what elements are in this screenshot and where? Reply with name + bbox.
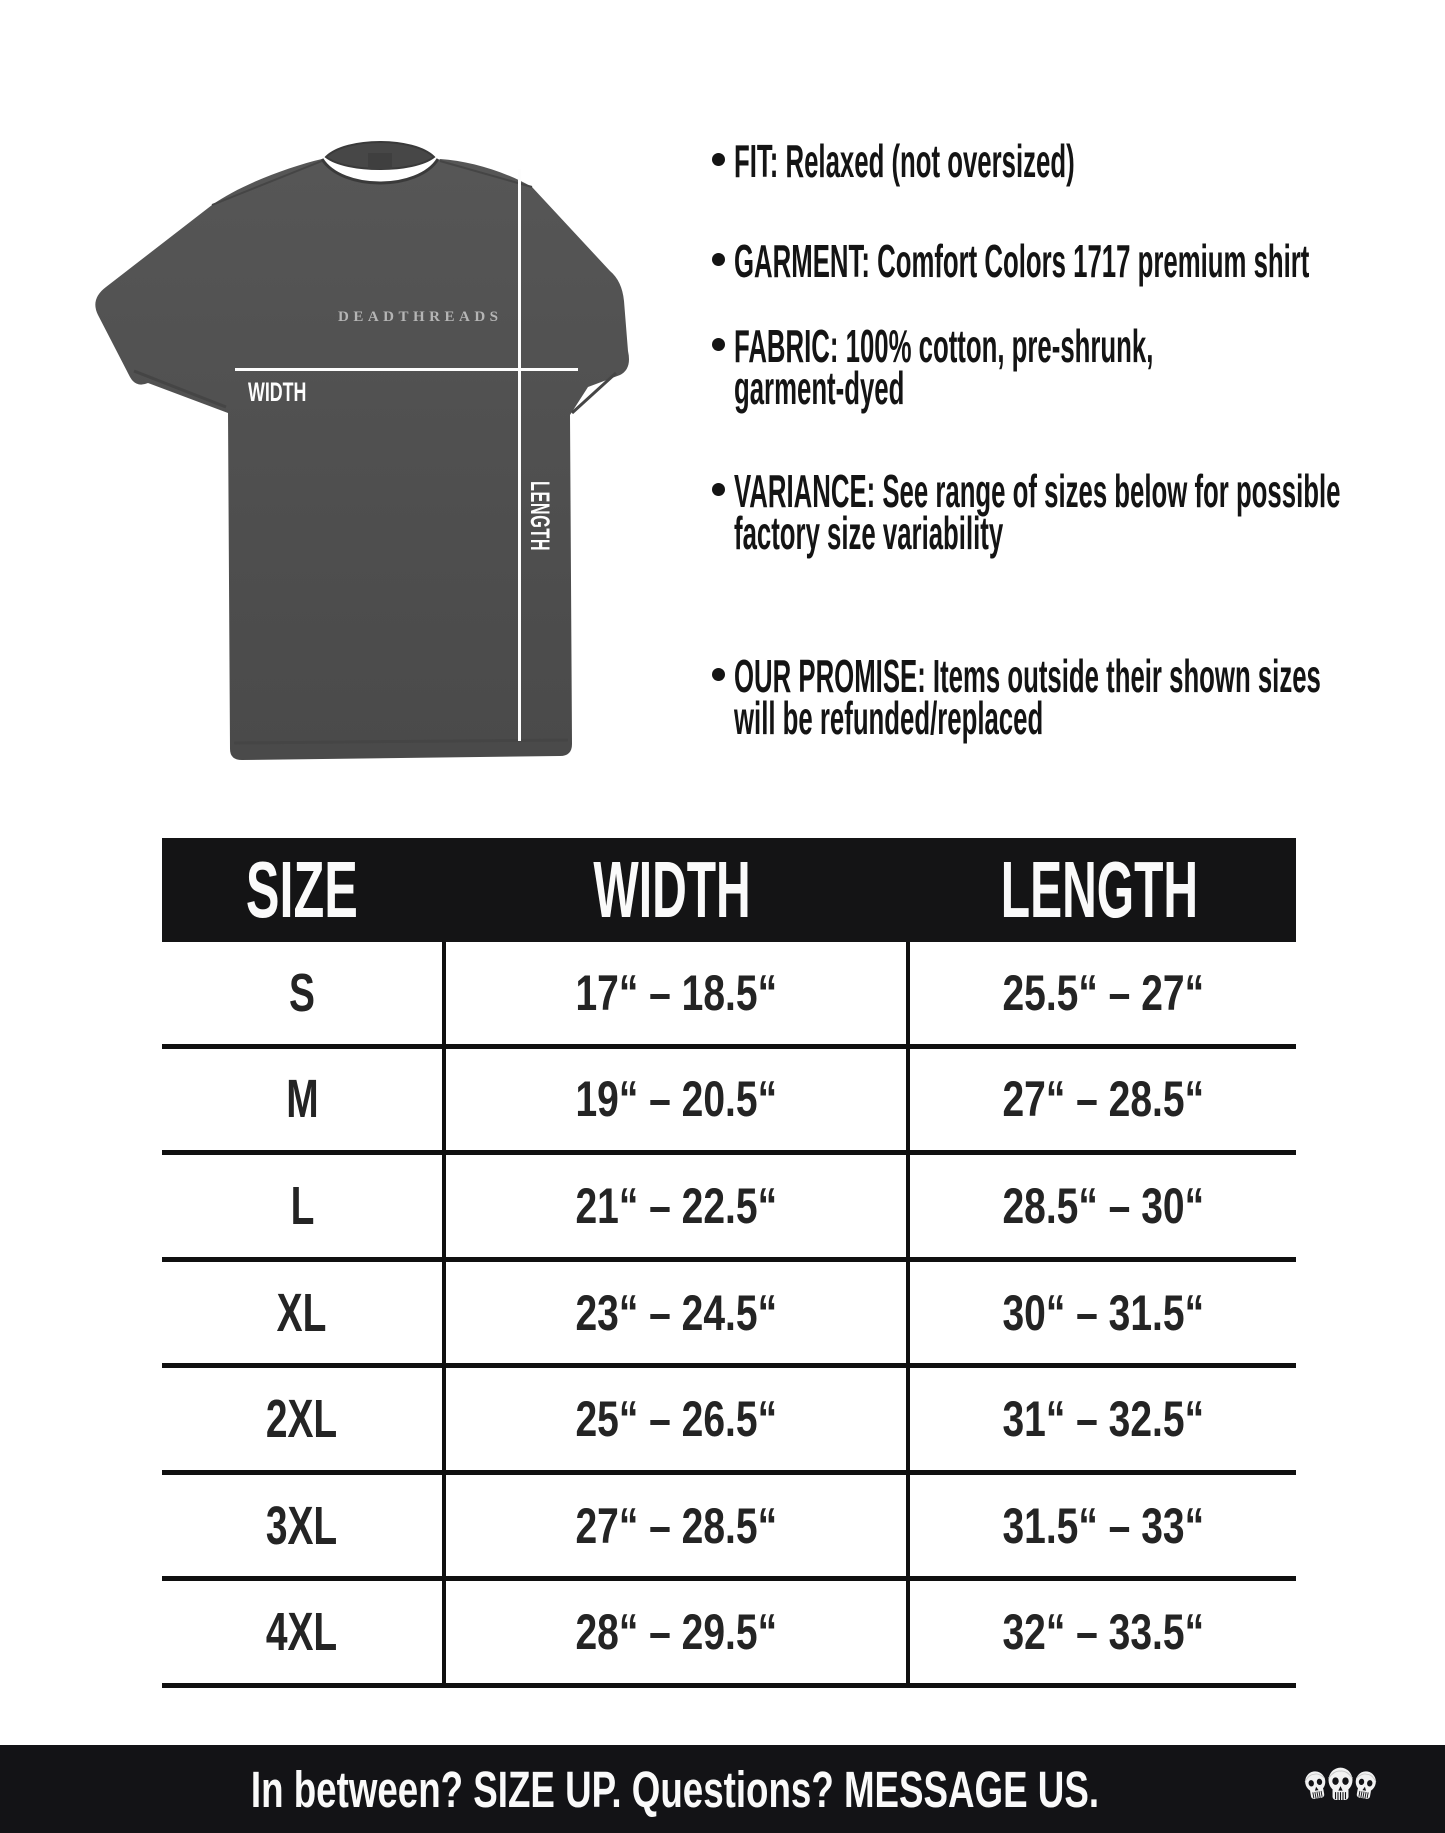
cell-value: 27“ – 28.5“: [575, 1497, 777, 1554]
size-table-body: [162, 942, 1296, 1688]
cell-value: 3XL: [266, 1495, 338, 1556]
cell-width: [442, 1262, 910, 1364]
bullet-dot-icon: [712, 153, 725, 166]
cell-value: 2XL: [266, 1389, 338, 1450]
size-table: [162, 838, 1296, 1688]
cell-value: 17“ – 18.5“: [575, 964, 777, 1021]
cell-value: 19“ – 20.5“: [575, 1071, 777, 1128]
cell-value: 4XL: [266, 1602, 338, 1663]
cell-value: 28.5“ – 30“: [1002, 1177, 1204, 1234]
bullet-item: [712, 650, 1445, 744]
neck-tag: [368, 153, 392, 169]
bullet-dot-icon: [712, 338, 725, 351]
cell-value: 32“ – 33.5“: [1002, 1604, 1204, 1661]
footer-message: In between? SIZE UP. Questions? MESSAGE US.: [250, 1760, 1100, 1818]
cell-length: [910, 1262, 1296, 1364]
cell-size: [162, 1155, 442, 1257]
bullet-item: [712, 320, 1445, 414]
tshirt-body: [95, 159, 629, 760]
tshirt-illustration: [80, 125, 640, 765]
width-measure-label: WIDTH: [248, 377, 307, 407]
bullet-item: [712, 135, 1342, 187]
header-cell-size: [162, 838, 442, 942]
cell-length: [910, 1049, 1296, 1151]
header-label: LENGTH: [1000, 845, 1198, 934]
table-row: [162, 1368, 1296, 1475]
bullet-item: [712, 465, 1445, 559]
table-row: [162, 1581, 1296, 1688]
cell-value: 25“ – 26.5“: [575, 1391, 777, 1448]
size-table-header: [162, 838, 1296, 942]
bullet-text: FABRIC: 100% cotton, pre-shrunk, garment-dyed: [734, 320, 1154, 414]
cell-size: [162, 1368, 442, 1470]
cell-length: [910, 1475, 1296, 1577]
product-details-list: [712, 0, 1392, 760]
bullet-item: [712, 235, 1445, 287]
width-measure-line: [235, 368, 578, 371]
cell-size: [162, 1049, 442, 1151]
cell-value: S: [289, 962, 315, 1023]
bullet-dot-icon: [712, 483, 725, 496]
cell-value: 31.5“ – 33“: [1002, 1497, 1204, 1554]
cell-value: 31“ – 32.5“: [1002, 1391, 1204, 1448]
three-skulls-icon: [1293, 1753, 1388, 1819]
cell-size: [162, 942, 442, 1044]
bullet-text: VARIANCE: See range of sizes below for possible factory size variability: [734, 465, 1341, 559]
bullet-text: FIT: Relaxed (not oversized): [734, 135, 1075, 187]
cell-width: [442, 1155, 910, 1257]
cell-width: [442, 942, 910, 1044]
cell-width: [442, 1475, 910, 1577]
cell-size: [162, 1475, 442, 1577]
cell-value: 30“ – 31.5“: [1002, 1284, 1204, 1341]
table-row: [162, 1049, 1296, 1156]
header-cell-width: [442, 838, 902, 942]
cell-width: [442, 1368, 910, 1470]
cell-value: 21“ – 22.5“: [575, 1177, 777, 1234]
shirt-brand-text: DEADTHREADS: [338, 309, 503, 325]
footer-bar: [0, 1745, 1445, 1833]
tshirt-figure: [80, 125, 640, 765]
cell-length: [910, 1368, 1296, 1470]
cell-value: 25.5“ – 27“: [1002, 964, 1204, 1021]
cell-size: [162, 1581, 442, 1683]
table-row: [162, 942, 1296, 1049]
header-cell-length: [902, 838, 1296, 942]
cell-value: 27“ – 28.5“: [1002, 1071, 1204, 1128]
cell-value: XL: [277, 1282, 327, 1343]
cell-value: 28“ – 29.5“: [575, 1604, 777, 1661]
cell-length: [910, 1581, 1296, 1683]
cell-length: [910, 942, 1296, 1044]
cell-value: 23“ – 24.5“: [575, 1284, 777, 1341]
bullet-text: OUR PROMISE: Items outside their shown sizes will be refunded/replaced: [734, 650, 1321, 744]
cell-value: M: [285, 1069, 319, 1130]
cell-width: [442, 1049, 910, 1151]
bullet-dot-icon: [712, 253, 725, 266]
cell-length: [910, 1155, 1296, 1257]
cell-value: L: [290, 1175, 314, 1236]
cell-width: [442, 1581, 910, 1683]
bullet-dot-icon: [712, 668, 725, 681]
header-label: WIDTH: [593, 845, 751, 934]
table-row: [162, 1155, 1296, 1262]
header-label: SIZE: [245, 845, 359, 934]
length-measure-line: [518, 169, 521, 741]
bullet-text: GARMENT: Comfort Colors 1717 premium shirt: [734, 235, 1310, 287]
length-measure-label: LENGTH: [525, 481, 555, 552]
table-row: [162, 1262, 1296, 1369]
table-row: [162, 1475, 1296, 1582]
cell-size: [162, 1262, 442, 1364]
